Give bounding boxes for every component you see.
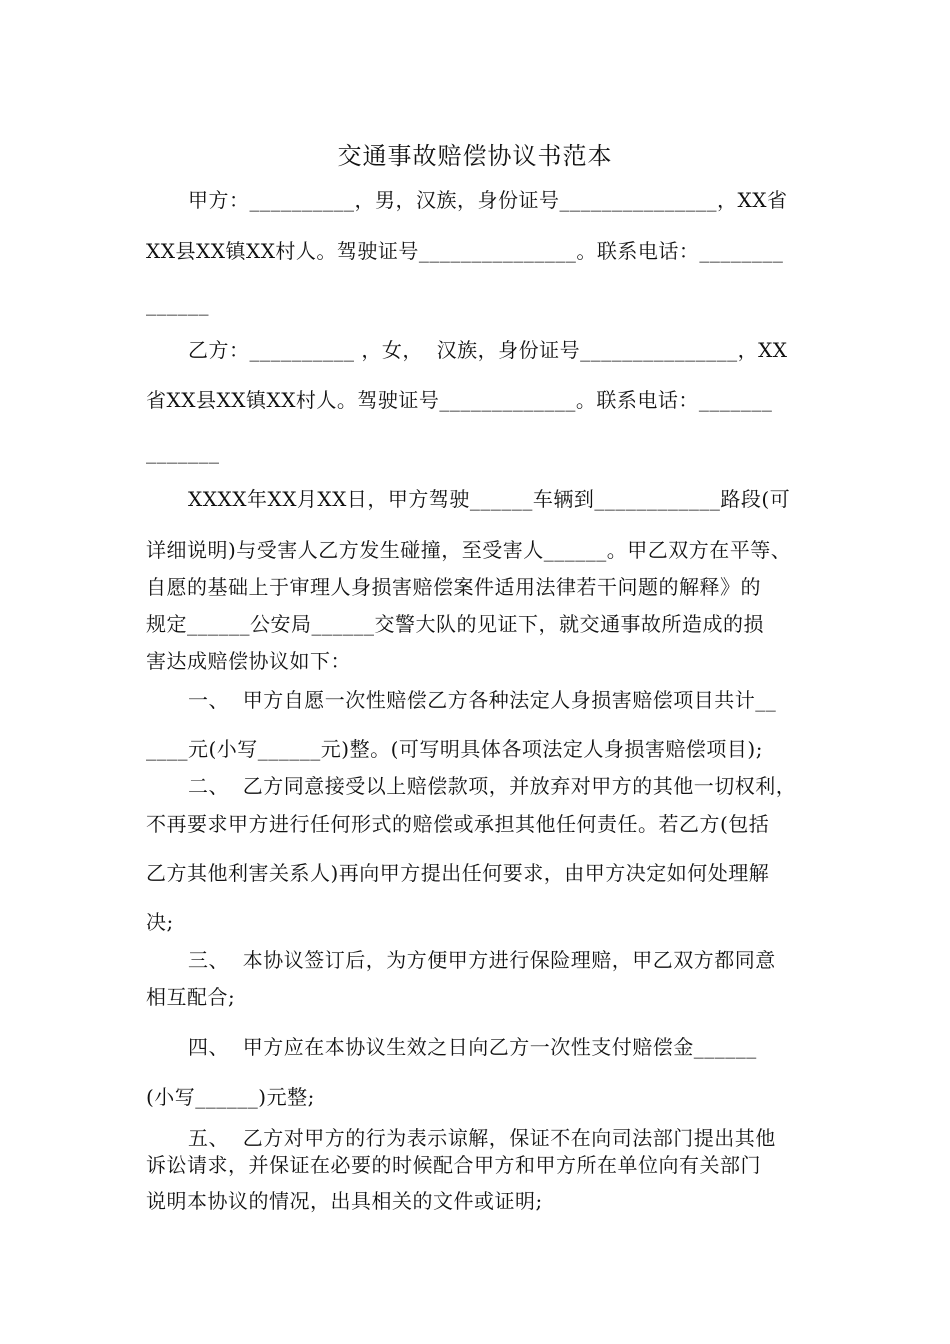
clause-5-line-2: 诉讼请求，并保证在必要的时候配合甲方和甲方所在单位向有关部门 [146,1153,761,1177]
accident-line-5: 害达成赔偿协议如下： [146,649,351,673]
clause-5-line-1: 五、 乙方对甲方的行为表示谅解，保证不在向司法部门提出其他 [188,1126,776,1150]
clause-4-line-1: 四、 甲方应在本协议生效之日向乙方一次性支付赔偿金______ [188,1035,757,1059]
clause-2-line-4: 决; [146,910,174,934]
clause-3-line-1: 三、 本协议签订后，为方便甲方进行保险理赔，甲乙双方都同意 [188,948,776,972]
clause-2-line-1: 二、 乙方同意接受以上赔偿款项，并放弃对甲方的其他一切权利， [188,774,797,798]
clause-2-line-3: 乙方其他利害关系人)再向甲方提出任何要求，由甲方决定如何处理解 [146,861,770,885]
document-title: 交通事故赔偿协议书范本 [337,142,613,170]
clause-3-line-2: 相互配合; [146,985,236,1009]
accident-line-1: XXXX年XX月XX日，甲方驾驶______车辆到____________路段(可 [188,487,791,511]
clause-1-line-1: 一、 甲方自愿一次性赔偿乙方各种法定人身损害赔偿项目共计__ [188,688,777,712]
party-a-line-3: ______ [146,292,209,316]
accident-line-2: 详细说明)与受害人乙方发生碰撞，至受害人______。甲乙双方在平等、 [146,538,792,562]
party-a-line-1: 甲方：__________，男，汉族，身份证号_______________，XX省 [188,188,788,212]
party-b-line-2: 省XX县XX镇XX村人。驾驶证号_____________。联系电话：_______ [146,388,773,412]
clause-1-line-2: ____元(小写______元)整。(可写明具体各项法定人身损害赔偿项目); [146,737,763,761]
clause-4-line-2: (小写______)元整; [146,1085,315,1109]
party-a-line-2: XX县XX镇XX村人。驾驶证号_______________。联系电话：________ [146,239,784,263]
clause-2-line-2: 不再要求甲方进行任何形式的赔偿或承担其他任何责任。若乙方(包括 [146,812,770,836]
party-b-line-3: _______ [146,440,220,464]
accident-line-4: 规定______公安局______交警大队的见证下，就交通事故所造成的损 [146,612,764,636]
clause-5-line-3: 说明本协议的情况，出具相关的文件或证明; [146,1189,543,1213]
accident-line-3: 自愿的基础上于审理人身损害赔偿案件适用法律若干问题的解释》的 [146,575,761,599]
party-b-line-1: 乙方：__________ ，女， 汉族，身份证号_______________，XX [188,338,788,362]
